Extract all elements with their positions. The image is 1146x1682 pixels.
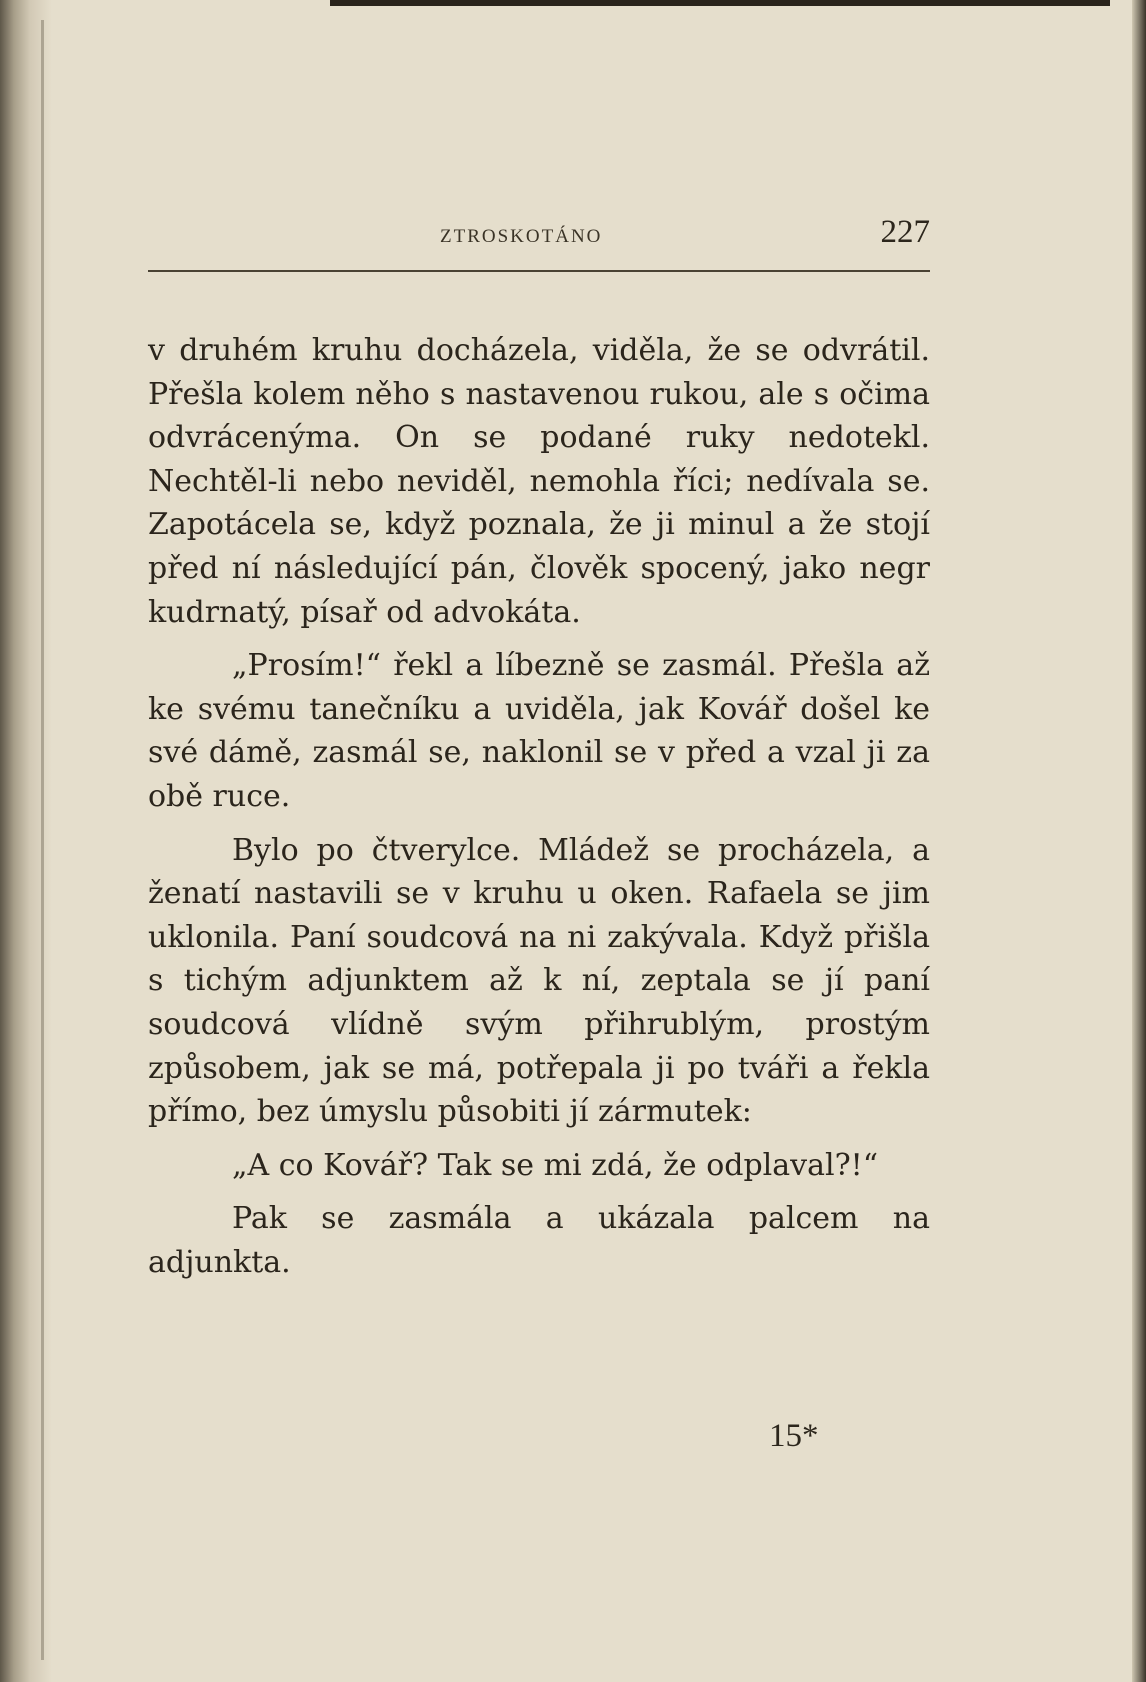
binding-edge [0, 0, 52, 1682]
paragraph: v druhém kruhu docházela, viděla, že se odvrátil. Přešla kolem něho s nastavenou rukou, ale s očima odvrácenýma. On se podané ruky nedotekl. Nechtěl-li nebo neviděl, nemohla říci; nedívala se. Zapotácela se, když poznala, že ji minul a že stojí před ní následující pán, člověk spocený, jako negr kudrnatý, písař od advokáta. [148, 333, 930, 630]
paragraph: „Prosím!“ řekl a líbezně se zasmál. Přešla až ke svému tanečníku a uviděla, jak Kovář došel ke své dámě, zasmál se, naklonil se v před a vzal ji za obě ruce. [148, 648, 930, 814]
paragraph: „A co Kovář? Tak se mi zdá, že odplaval?!“ [232, 1147, 879, 1183]
page-right-edge [1132, 0, 1146, 1682]
body-text [148, 329, 930, 1284]
paragraph: Pak se zasmála a ukázala palcem na adjunkta. [148, 1201, 930, 1280]
page-number: 227 [880, 214, 930, 250]
binding-fold-line [41, 20, 44, 1660]
page-top-edge [330, 0, 1110, 6]
running-title: ZTROSKOTÁNO [440, 226, 603, 247]
paragraph: Bylo po čtverylce. Mládež se procházela, a ženatí nastavili se v kruhu u oken. Rafaela se jim uklonila. Paní soudcová na ni zakývala. Když přišla s tichým adjunktem až k ní, zeptala se jí paní soudcová vlídně svým přihrublým, prostým způsobem, jak se má, potřepala ji po tváři a řekla přímo, bez úmyslu působiti jí zármutek: [148, 832, 930, 1130]
header-rule [148, 270, 930, 272]
running-head [140, 214, 930, 254]
signature-mark: 15* [769, 1418, 819, 1454]
